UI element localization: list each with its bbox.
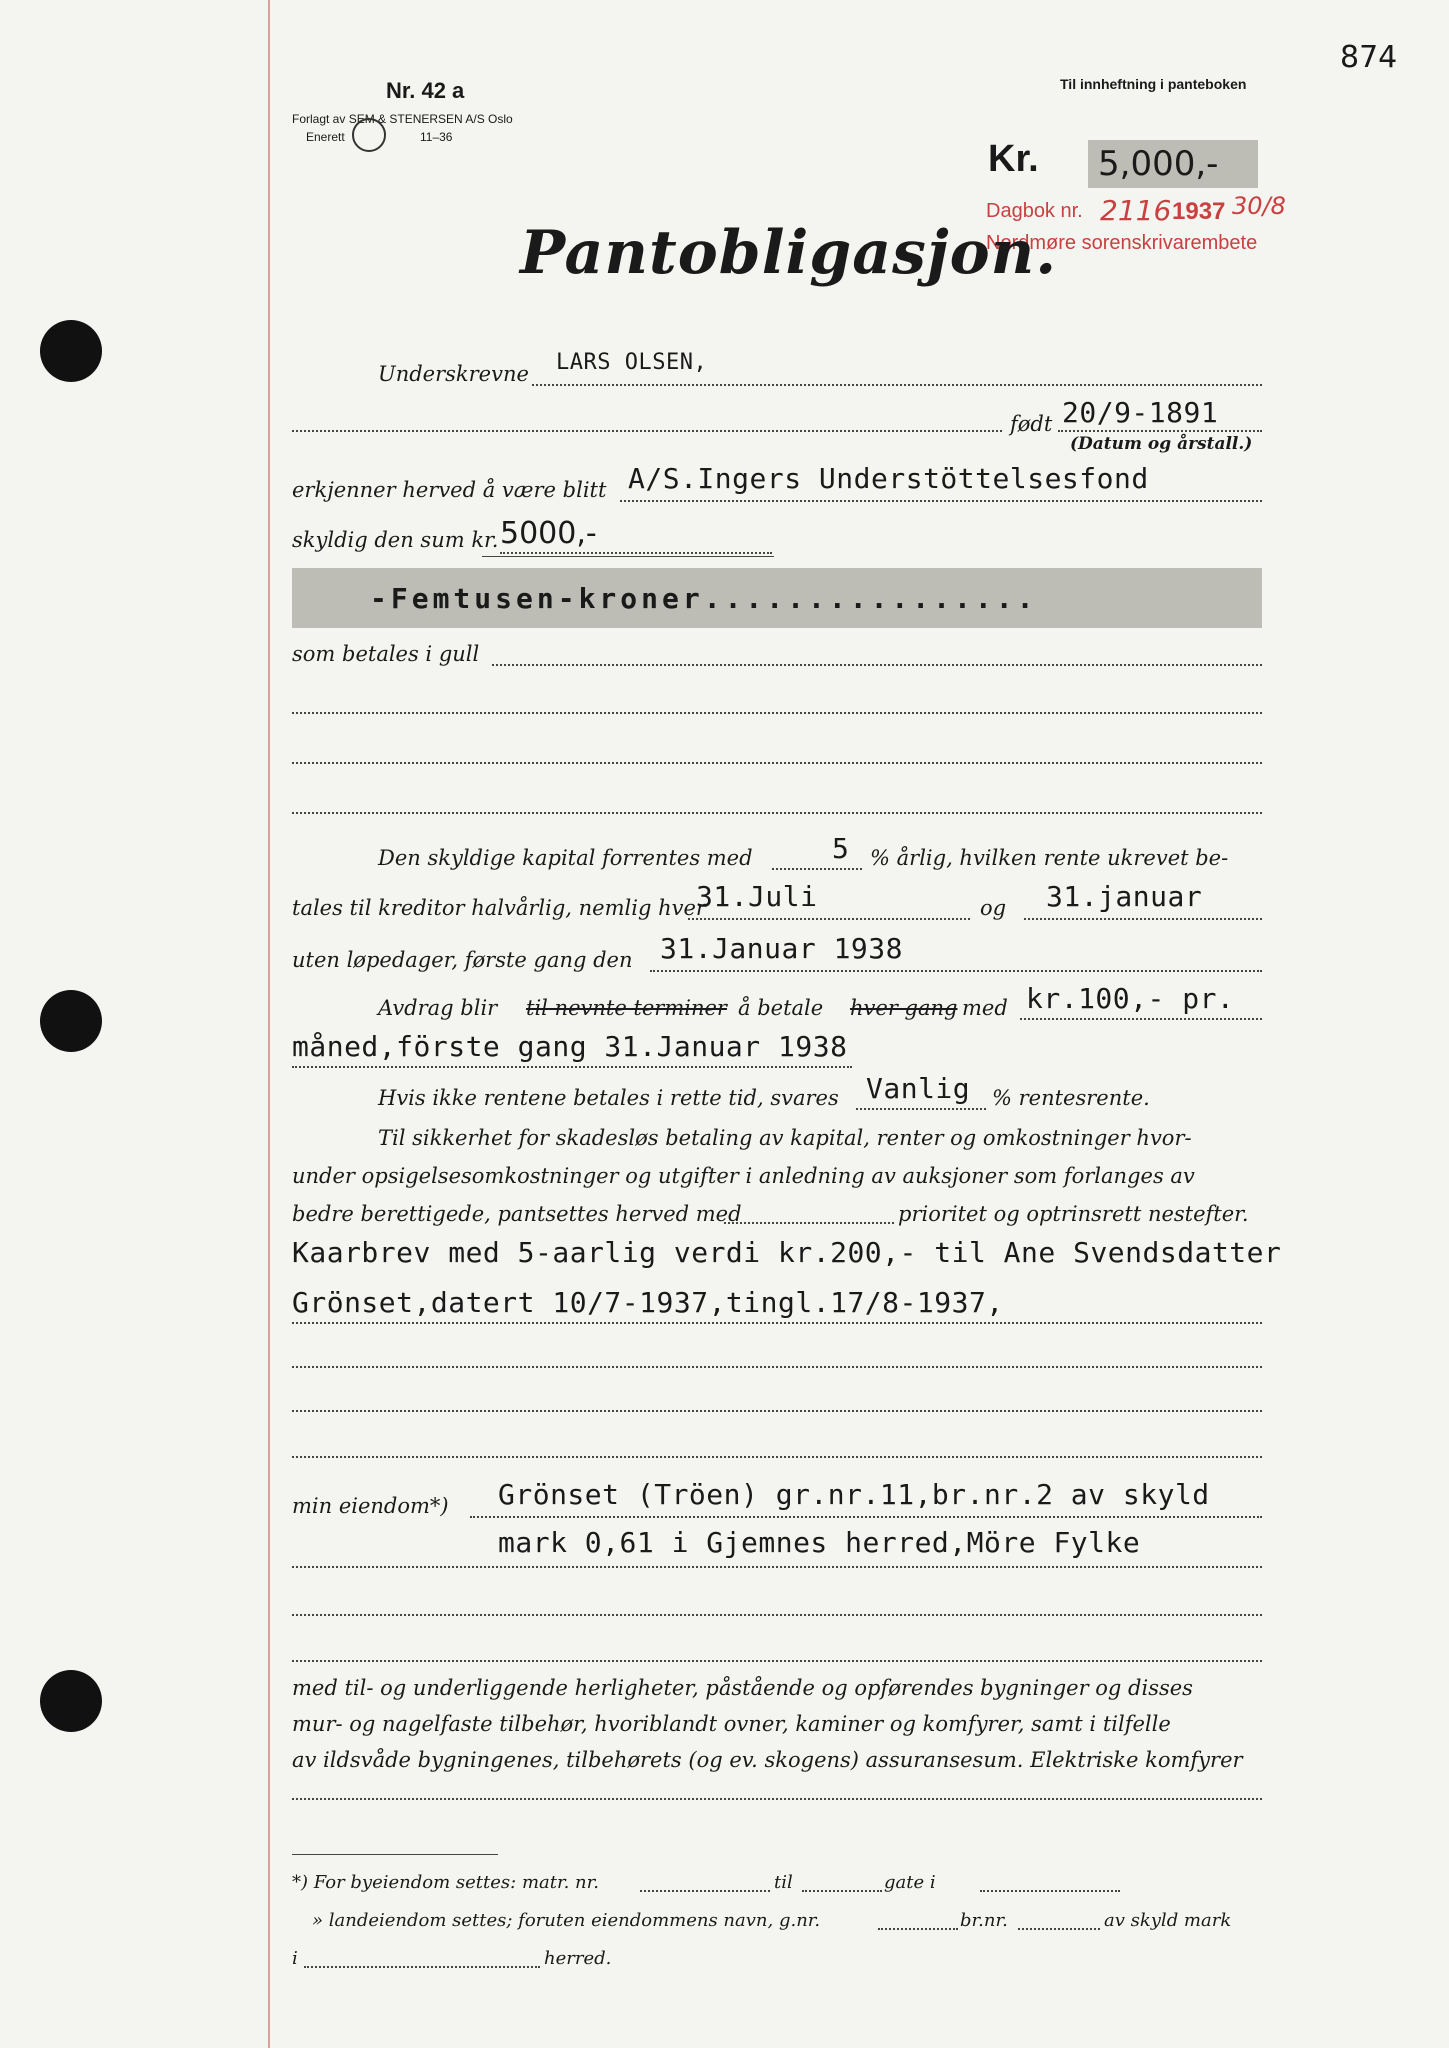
born-label: født [1010,412,1053,436]
closing-text-3: av ildsvåde bygningenes, tilbehørets (og ev. skogens) assuransesum. Elektriske komfyrer [292,1748,1243,1772]
sum-label: skyldig den sum kr. [292,528,499,552]
page-number: 874 [1340,40,1398,75]
dotted-line [304,1966,540,1968]
dotted-line [292,1456,1262,1458]
dotted-line [292,430,1002,432]
dotted-line [980,1890,1120,1892]
stamp-office: Nordmøre sorenskrivarembete [986,232,1258,254]
footnote-line-1a: *) For byeiendom settes: matr. nr. [292,1872,599,1893]
property-label: min eiendom*) [292,1494,449,1518]
undersigned-value: LARS OLSEN, [556,350,708,375]
creditor-value: A/S.Ingers Understöttelsesfond [628,462,1149,495]
amount-label: Kr. [988,138,1039,180]
stamp-dagbok-number: 2116 [1100,194,1172,227]
avdrag-med: med [962,996,1008,1020]
kaarbrev-line-2: Grönset,datert 10/7-1937,tingl.17/8-1937, [292,1286,1004,1319]
semi-value-1: 31.Juli [696,880,818,913]
stamp-date: 30/8 [1232,192,1286,220]
document-title: Pantobligasjon. [520,218,1058,288]
first-label: uten løpedager, første gang den [292,948,633,972]
closing-text-1: med til- og underliggende herligheter, påstående og opførendes bygninger og disses [292,1676,1193,1700]
dotted-line [500,552,772,554]
footnote-rule [292,1854,498,1855]
avdrag-line-2: måned,förste gang 31.Januar 1938 [292,1030,848,1063]
interest-suffix: % årlig, hvilken rente ukrevet be- [870,846,1229,870]
security-text-3b: prioritet og optrinsrett nestefter. [898,1202,1249,1226]
footnote-line-2a: » landeiendom settes; foruten eiendommens navn, g.nr. [312,1910,821,1931]
property-line-1: Grönset (Tröen) gr.nr.11,br.nr.2 av skyld [498,1478,1210,1511]
amount-value: 5,000,- [1098,144,1219,184]
first-value: 31.Januar 1938 [660,932,904,965]
dotted-line [1024,918,1262,920]
avdrag-mid: å betale [738,996,824,1020]
dotted-line [724,1222,894,1224]
security-text-2: under opsigelsesomkostninger og utgifter i anledning av auksjoner som forlanges av [292,1164,1195,1188]
dotted-line [492,664,1262,666]
born-value: 20/9-1891 [1062,396,1219,429]
dotted-line [532,384,1262,386]
semi-value-2: 31.januar [1046,880,1203,913]
stamp-dagbok-label: Dagbok nr. [986,200,1083,222]
dotted-line [292,1660,1262,1662]
late-label: Hvis ikke rentene betales i rette tid, svares [378,1086,839,1110]
dotted-line [688,918,970,920]
dotted-line [292,812,1262,814]
late-value: Vanlig [866,1072,971,1105]
dotted-line [1018,1928,1100,1930]
dotted-line [292,1410,1262,1412]
security-text-1: Til sikkerhet for skadesløs betaling av kapital, renter og omkostninger hvor- [378,1126,1192,1150]
dotted-line [292,712,1262,714]
interest-value: 5 [832,832,850,865]
footnote-line-2c: av skyld mark [1104,1910,1232,1931]
footnote-line-3a: i [292,1948,298,1969]
footnote-line-2b: br.nr. [960,1910,1008,1931]
margin-line [268,0,270,2048]
sum-words: -Femtusen-kroner................ [370,582,1038,615]
semi-label: tales til kreditor halvårlig, nemlig hver [292,896,706,920]
dotted-line [640,1890,770,1892]
born-hint: (Datum og årstall.) [1070,434,1253,454]
form-number: Nr. 42 a [386,78,465,103]
punch-hole-icon [40,1670,102,1732]
dotted-line [292,1066,852,1068]
gold-label: som betales i gull [292,642,480,666]
dotted-line [292,1322,1262,1324]
dotted-line [292,1566,1262,1568]
dotted-line [856,1108,986,1110]
dotted-line [802,1890,882,1892]
publisher-line: Forlagt av SEM & STENERSEN A/S Oslo [292,112,513,126]
undersigned-label: Underskrevne [378,362,529,386]
sum-value: 5000,- [500,516,597,551]
security-text-3: bedre berettigede, pantsettes herved med [292,1202,742,1226]
footnote-line-1c: gate i [884,1872,936,1893]
dotted-line [772,868,862,870]
dotted-line [292,1798,1262,1800]
footnote-line-3b: herred. [544,1948,612,1969]
punch-hole-icon [40,990,102,1052]
dotted-line [650,970,1262,972]
semi-og: og [980,896,1007,920]
dotted-line [1020,1018,1262,1020]
dotted-line [470,1516,1262,1518]
dotted-line [292,762,1262,764]
avdrag-struck-each: hver gang [850,996,958,1020]
dotted-line [292,1614,1262,1616]
publisher-logo-icon [352,118,386,152]
closing-text-2: mur- og nagelfaste tilbehør, hvoriblandt ovner, kaminer og komfyrer, samt i tilfelle [292,1712,1171,1736]
top-right-note: Til innheftning i panteboken [1060,76,1247,92]
stamp-year: 1937 [1172,198,1226,225]
sum-underline [482,556,774,557]
kaarbrev-line-1: Kaarbrev med 5-aarlig verdi kr.200,- til Ane Svendsdatter [292,1236,1282,1269]
avdrag-struck-terms: til nevnte terminer [526,996,727,1020]
publisher-date: 11–36 [420,130,453,144]
late-suffix: % rentesrente. [992,1086,1150,1110]
dotted-line [1058,430,1262,432]
publisher-enerett: Enerett [306,130,345,144]
property-line-2: mark 0,61 i Gjemnes herred,Möre Fylke [498,1526,1141,1559]
interest-label: Den skyldige kapital forrentes med [378,846,753,870]
avdrag-value: kr.100,- pr. [1026,982,1235,1015]
dotted-line [292,1366,1262,1368]
avdrag-label: Avdrag blir [378,996,498,1020]
punch-hole-icon [40,320,102,382]
dotted-line [620,500,1262,502]
footnote-line-1b: til [774,1872,793,1893]
dotted-line [878,1928,958,1930]
creditor-label: erkjenner herved å være blitt [292,478,607,502]
